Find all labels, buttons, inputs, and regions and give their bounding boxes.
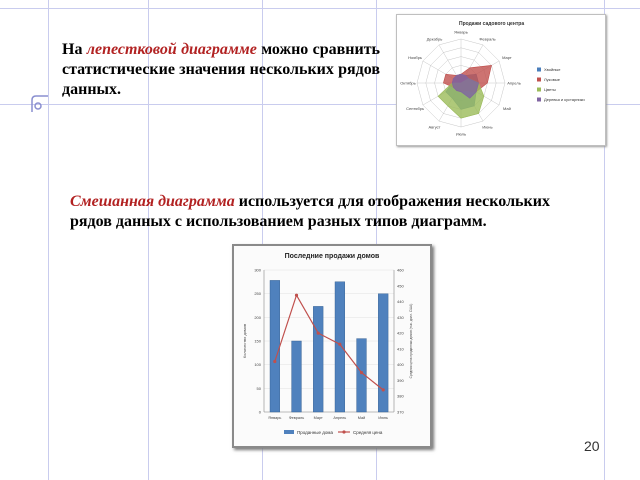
radar-category-label: Апрель	[507, 80, 521, 86]
combo-bar	[313, 306, 323, 412]
combo-ytick-label: 0	[258, 409, 261, 415]
combo-ytick-label: 200	[254, 314, 261, 320]
radar-category-label: Май	[502, 106, 511, 111]
combo-xtick-label: Март	[313, 416, 323, 420]
grid-line	[0, 8, 640, 9]
combo-legend-marker	[342, 430, 345, 433]
radar-category-label: Декабрь	[426, 36, 443, 42]
combo-y2tick-label: 370	[397, 409, 404, 415]
radar-legend-swatch	[537, 78, 541, 82]
combo-y2tick-label: 410	[397, 346, 404, 352]
combo-ylabel: Количество домов	[242, 323, 247, 359]
radar-category-label: Июнь	[482, 124, 493, 130]
combo-xtick-label: Февраль	[288, 416, 305, 420]
combo-line-point	[317, 332, 320, 335]
combo-ytick-label: 250	[254, 291, 261, 297]
radar-category-label: Июль	[455, 131, 467, 137]
combo-ytick-label: 300	[254, 267, 261, 273]
combo-legend-swatch	[284, 430, 294, 434]
radar-legend-swatch	[537, 68, 541, 72]
combo-line-series	[275, 295, 383, 390]
combo-ytick-label: 50	[256, 385, 261, 391]
radar-description	[62, 40, 380, 100]
para1-suffix: можно сравнить статистические значения нескольких рядов данных.	[62, 41, 381, 98]
combo-line-point	[273, 360, 276, 363]
combo-y2tick-label: 460	[397, 267, 404, 273]
combo-y2tick-label: 450	[397, 283, 404, 289]
corner-ornament-icon	[30, 94, 50, 114]
combo-ytick-label: 150	[254, 338, 261, 344]
combo-ytick-label: 100	[254, 362, 261, 368]
combo-xtick-label: Май	[357, 416, 366, 420]
para2-suffix: используется для отображения нескольких рядов данных с использованием разных типов диаграмм.	[70, 193, 550, 230]
grid-line	[48, 0, 49, 480]
radar-chart-svg	[397, 15, 605, 145]
radar-category-label: Октябрь	[400, 80, 416, 86]
radar-legend-label: Цветы	[544, 87, 556, 92]
combo-chart-svg	[234, 246, 430, 446]
combo-y2tick-label: 390	[397, 377, 404, 383]
radar-legend-label: Деревья и кустарники	[544, 97, 585, 102]
combo-bar	[270, 280, 280, 412]
combo-term: Смешанная диаграмма	[70, 193, 235, 210]
combo-y2tick-label: 440	[397, 299, 404, 305]
combo-xtick-label: Июнь	[378, 416, 389, 420]
radar-category-label: Август	[428, 124, 441, 130]
combo-xtick-label: Январь	[268, 416, 282, 420]
radar-chart	[396, 14, 606, 146]
combo-y2tick-label: 430	[397, 314, 404, 320]
combo-y2tick-label: 380	[397, 393, 404, 399]
combo-line-point	[295, 294, 298, 297]
combo-line-point	[338, 343, 341, 346]
radar-title: Продажи садового центра	[459, 21, 525, 27]
combo-line-point	[360, 371, 363, 374]
combo-bar	[292, 341, 302, 412]
combo-y2label: Средняя цена проданных домов (тыс. долл. США)	[409, 303, 413, 379]
page-number: 20	[584, 438, 600, 454]
combo-description	[70, 192, 550, 232]
radar-legend-label: Луковые	[544, 77, 560, 82]
combo-title: Последние продажи домов	[284, 253, 380, 260]
para1-prefix: На	[62, 41, 83, 58]
combo-y2tick-label: 420	[397, 330, 404, 336]
combo-line-point	[382, 388, 385, 391]
radar-legend-swatch	[537, 88, 541, 92]
radar-category-label: Ноябрь	[408, 55, 423, 60]
radar-category-label: Январь	[454, 29, 468, 35]
combo-chart	[232, 244, 432, 448]
combo-bar	[335, 282, 345, 412]
radar-legend-label: Хвойные	[544, 67, 561, 72]
combo-bar	[378, 294, 388, 412]
radar-category-label: Февраль	[479, 36, 496, 42]
combo-legend-label: Средняя цена	[353, 430, 383, 435]
combo-xtick-label: Апрель	[333, 416, 347, 420]
combo-legend-label: Проданные дома	[297, 430, 333, 435]
radar-category-label: Март	[502, 55, 512, 60]
combo-y2tick-label: 400	[397, 362, 404, 368]
radar-term: лепестковой диаграмме	[86, 41, 257, 58]
radar-legend-swatch	[537, 98, 541, 102]
radar-category-label: Сентябрь	[406, 106, 425, 111]
